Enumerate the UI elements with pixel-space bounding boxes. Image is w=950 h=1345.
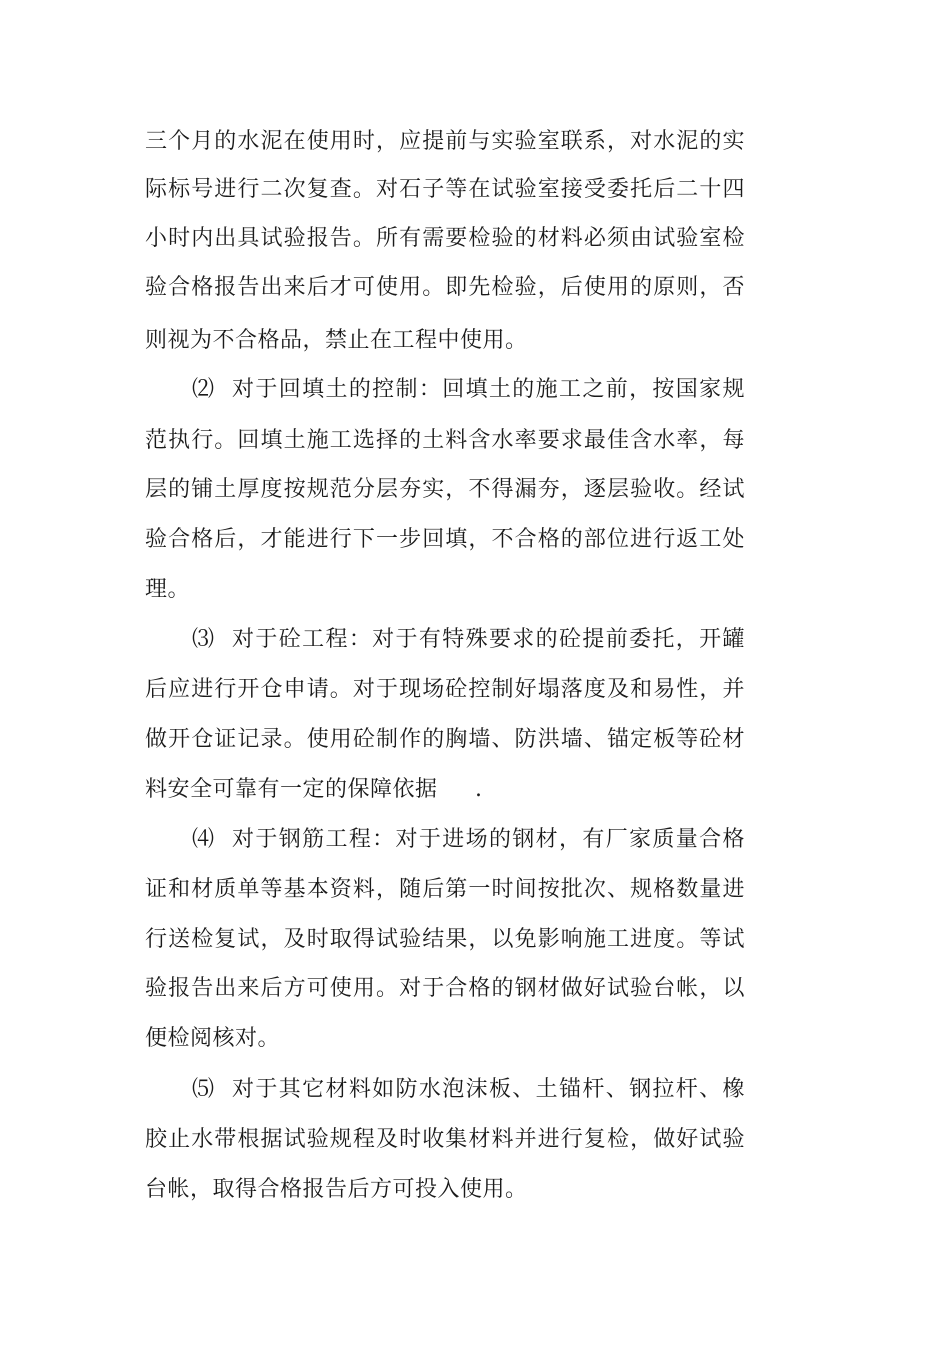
- text-line: 做开仓证记录。使用砼制作的胸墙、防洪墙、锚定板等砼材: [145, 727, 745, 752]
- paragraph-start-line: ⑷ 对于钢筋工程：对于进场的钢材，有厂家质量合格: [192, 827, 745, 852]
- paragraph-start-line: ⑵ 对于回填土的控制：回填土的施工之前，按国家规: [192, 377, 745, 402]
- text-line: 行送检复试，及时取得试验结果，以免影响施工进度。等试: [145, 927, 745, 952]
- paragraph-start-line: ⑸ 对于其它材料如防水泡沫板、土锚杆、钢拉杆、橡: [192, 1077, 745, 1102]
- text-line: 小时内出具试验报告。所有需要检验的材料必须由试验室检: [145, 226, 745, 251]
- text-line: 验报告出来后方可使用。对于合格的钢材做好试验台帐，以: [145, 976, 745, 1001]
- text-line: 胶止水带根据试验规程及时收集材料并进行复检，做好试验: [145, 1127, 745, 1152]
- text-line: 台帐，取得合格报告后方可投入使用。: [145, 1177, 528, 1202]
- text-line: 范执行。回填土施工选择的土料含水率要求最佳含水率，每: [145, 428, 745, 453]
- paragraph-start-line: ⑶ 对于砼工程：对于有特殊要求的砼提前委托，开罐: [192, 627, 745, 652]
- text-line: 后应进行开仓申请。对于现场砼控制好塌落度及和易性，并: [145, 677, 745, 702]
- text-line: 证和材质单等基本资料，随后第一时间按批次、规格数量进: [145, 877, 745, 902]
- text-line: 验合格后，才能进行下一步回填，不合格的部位进行返工处: [145, 527, 745, 552]
- text-line: 层的铺土厚度按规范分层夯实，不得漏夯，逐层验收。经试: [145, 477, 745, 502]
- text-line: 便检阅核对。: [145, 1026, 281, 1051]
- text-line: 三个月的水泥在使用时，应提前与实验室联系，对水泥的实: [145, 129, 745, 154]
- text-line: 验合格报告出来后才可使用。即先检验，后使用的原则，否: [145, 275, 745, 300]
- text-line: 料安全可靠有一定的保障依据 .: [145, 777, 483, 802]
- text-line: 际标号进行二次复查。对石子等在试验室接受委托后二十四: [145, 177, 745, 202]
- text-line: 理。: [145, 577, 191, 602]
- text-line: 则视为不合格品，禁止在工程中使用。: [145, 328, 528, 353]
